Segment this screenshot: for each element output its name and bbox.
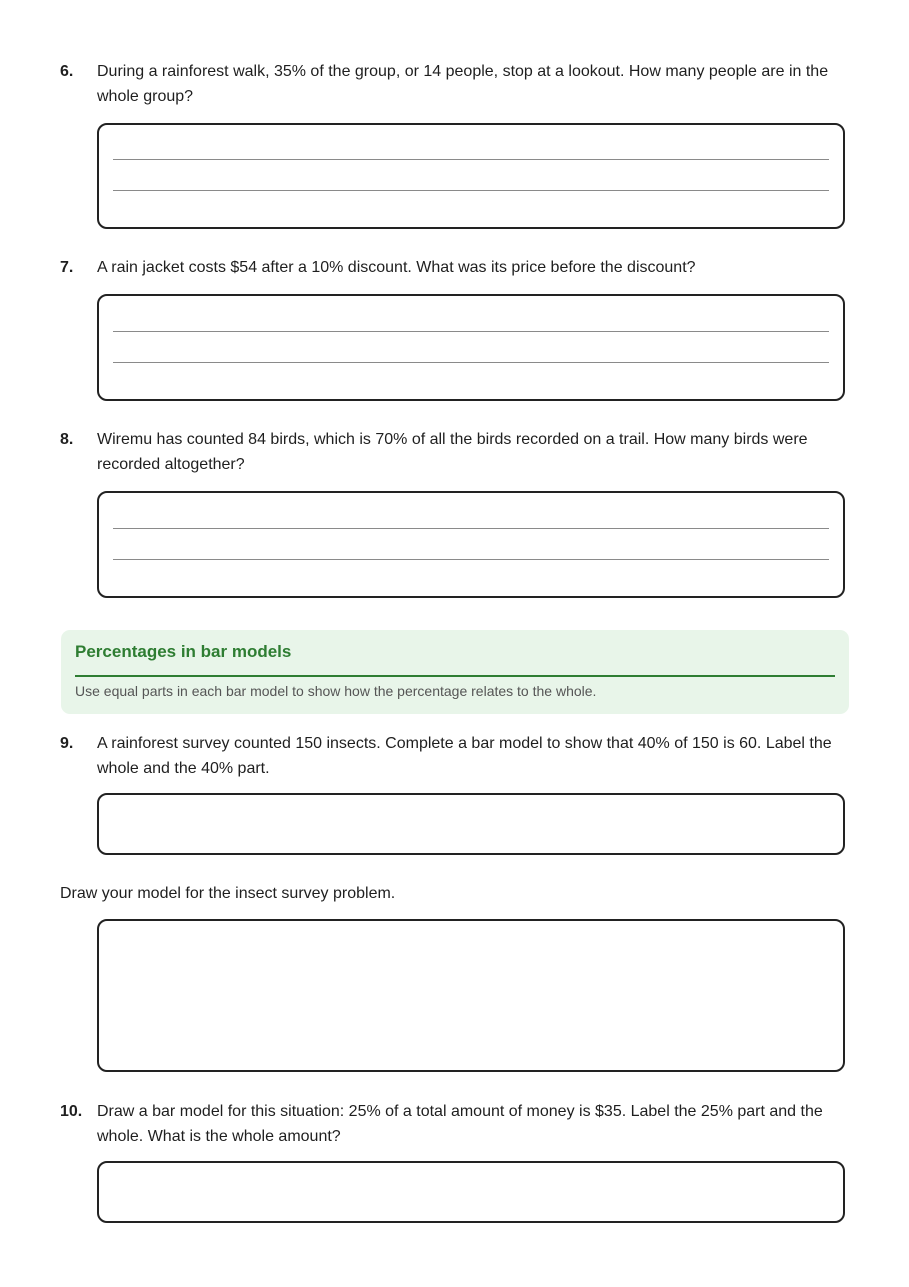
- callout-title: Percentages in bar models: [75, 642, 292, 661]
- answer-line: [113, 559, 829, 560]
- question-text: A rain jacket costs $54 after a 10% discount. What was its price before the discount?: [97, 259, 696, 276]
- answer-line: [113, 528, 829, 529]
- question-number: 6.: [60, 63, 74, 80]
- answer-box-9[interactable]: [97, 793, 845, 855]
- question-number: 8.: [60, 431, 74, 448]
- drawing-instruction: Draw your model for the insect survey problem.: [60, 885, 396, 902]
- answer-box-7[interactable]: [97, 294, 845, 401]
- answer-box-8[interactable]: [97, 491, 845, 598]
- answer-line: [113, 190, 829, 191]
- drawing-box[interactable]: [97, 919, 845, 1072]
- answer-line: [113, 331, 829, 332]
- question-number: 7.: [60, 259, 74, 276]
- question-number: 9.: [60, 735, 74, 752]
- question-number: 10.: [60, 1103, 83, 1120]
- question-text: A rainforest survey counted 150 insects. Complete a bar model to show that 40% of 150 is 60. Label the whole and the 40% part.: [97, 735, 832, 777]
- question-text: During a rainforest walk, 35% of the group, or 14 people, stop at a lookout. How many people are in the whole group?: [97, 63, 829, 105]
- answer-box-6[interactable]: [97, 123, 845, 229]
- tip-callout: [61, 630, 849, 714]
- question-text: Draw a bar model for this situation: 25% of a total amount of money is $35. Label the 25% part and the whole. What is the whole amount?: [97, 1103, 823, 1145]
- answer-line: [113, 159, 829, 160]
- callout-divider: [75, 675, 835, 677]
- answer-line: [113, 362, 829, 363]
- answer-box-10[interactable]: [97, 1161, 845, 1223]
- callout-text: Use equal parts in each bar model to show how the percentage relates to the whole.: [75, 683, 597, 699]
- question-text: Wiremu has counted 84 birds, which is 70% of all the birds recorded on a trail. How many birds were recorded altogether?: [97, 431, 808, 473]
